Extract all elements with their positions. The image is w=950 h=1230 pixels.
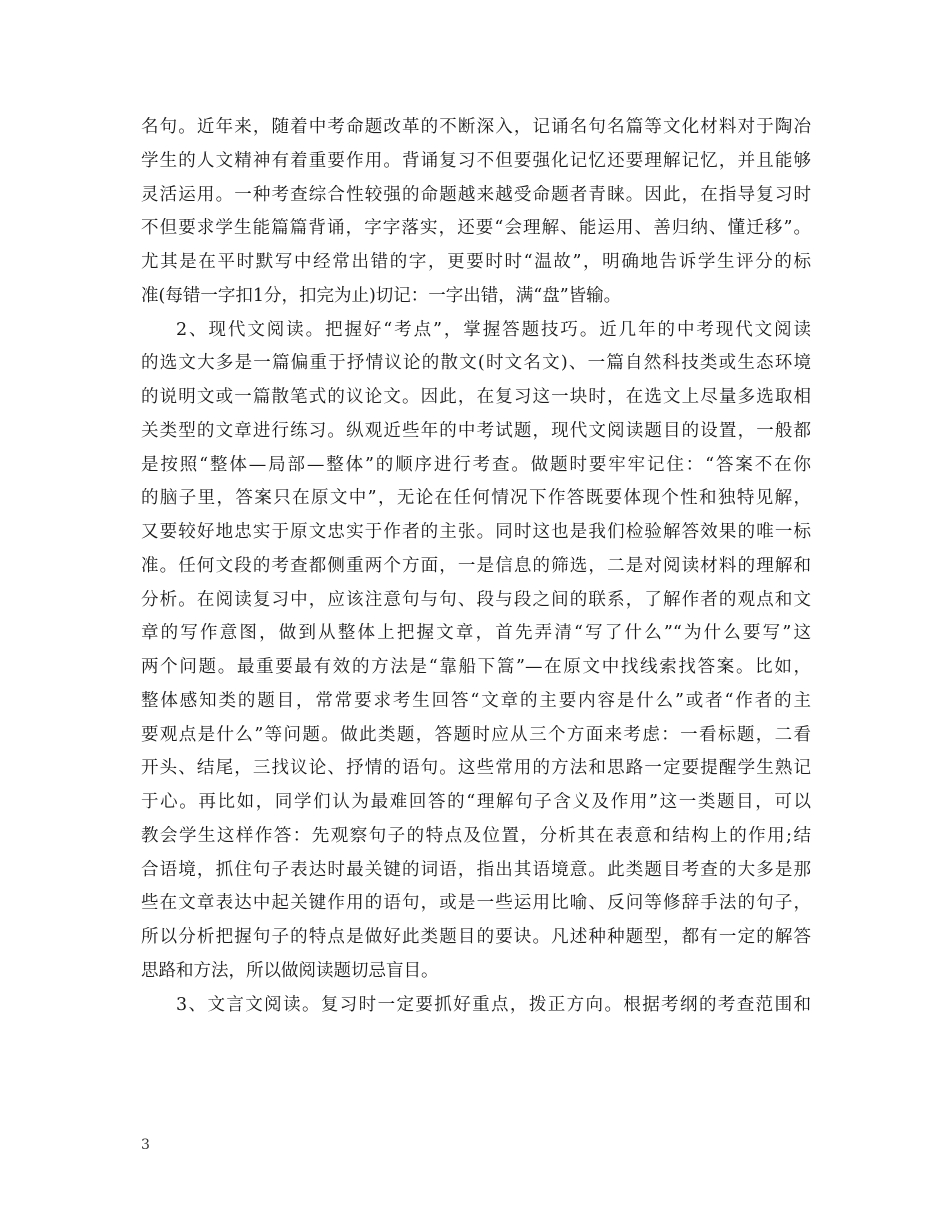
text-line: 教会学生这样作答：先观察句子的特点及位置，分析其在表意和结构上的作用;结: [141, 825, 811, 846]
text-line: 关类型的文章进行练习。纵观近些年的中考试题，现代文阅读题目的设置，一般都: [141, 420, 811, 441]
text-line: 的说明文或一篇散笔式的议论文。因此，在复习这一块时，在选文上尽量多选取相: [141, 387, 811, 407]
text-line: 两个问题。最重要最有效的方法是“靠船下篙”—在原文中找线索找答案。比如，: [141, 657, 811, 677]
text-line: 整体感知类的题目，常常要求考生回答“文章的主要内容是什么”或者“作者的主: [141, 690, 811, 711]
text-line: 分析。在阅读复习中，应该注意句与句、段与段之间的联系，了解作者的观点和文: [141, 589, 811, 610]
text-line: 合语境，抓住句子表达时最关键的词语，指出其语境意。此类题目考查的大多是那: [141, 859, 811, 880]
document-body: [141, 111, 811, 1022]
paragraph-classical-reading: [141, 989, 811, 1023]
paragraph-modern-reading: [141, 314, 811, 989]
text-line: 些在文章表达中起关键作用的语句，或是一些运用比喻、反问等修辞手法的句子，: [141, 893, 811, 914]
page-number: 3: [141, 1137, 150, 1153]
text-line: 不但要求学生能篇篇背诵，字字落实，还要“会理解、能运用、善归纳、懂迁移”。: [141, 218, 811, 239]
text-line: 学生的人文精神有着重要作用。背诵复习不但要强化记忆还要理解记忆，并且能够: [141, 150, 811, 171]
text-line: 2、现代文阅读。把握好“考点”，掌握答题技巧。近几年的中考现代文阅读: [176, 319, 811, 340]
text-line: 的脑子里，答案只在原文中”，无论在任何情况下作答既要体现个性和独特见解，: [141, 488, 811, 509]
text-line: 准(每错一字扣1分，扣完为止)切记：一字出错，满“盘”皆输。: [141, 285, 622, 306]
text-line: 名句。近年来，随着中考命题改革的不断深入，记诵名句名篇等文化材料对于陶冶: [141, 117, 811, 137]
text-line: 的选文大多是一篇偏重于抒情议论的散文(时文名文)、一篇自然科技类或生态环境: [141, 353, 811, 374]
text-line: 开头、结尾，三找议论、抒情的语句。这些常用的方法和思路一定要提醒学生熟记: [141, 758, 811, 779]
text-line: 思路和方法，所以做阅读题切忌盲目。: [141, 960, 439, 981]
text-line: 灵活运用。一种考查综合性较强的命题越来越受命题者青睐。因此，在指导复习时: [141, 184, 811, 205]
text-line: 准。任何文段的考查都侧重两个方面，一是信息的筛选，二是对阅读材料的理解和: [141, 555, 811, 576]
paragraph-recitation: [141, 111, 811, 314]
text-line: 所以分析把握句子的特点是做好此类题目的要诀。凡述种种题型，都有一定的解答: [141, 927, 811, 947]
text-line: 于心。再比如，同学们认为最难回答的“理解句子含义及作用”这一类题目，可以: [141, 792, 811, 812]
text-line: 尤其是在平时默写中经常出错的字，更要时时“温故”，明确地告诉学生评分的标: [141, 252, 811, 272]
text-line: 是按照“整体—局部—整体”的顺序进行考查。做题时要牢牢记住：“答案不在你: [141, 454, 811, 475]
text-line: 3、文言文阅读。复习时一定要抓好重点，拨正方向。根据考纲的考查范围和: [176, 994, 811, 1015]
text-line: 又要较好地忠实于原文忠实于作者的主张。同时这也是我们检验解答效果的唯一标: [141, 522, 811, 542]
text-line: 要观点是什么”等问题。做此类题，答题时应从三个方面来考虑：一看标题，二看: [141, 724, 811, 745]
text-line: 章的写作意图，做到从整体上把握文章，首先弄清“写了什么”“为什么要写”这: [141, 623, 811, 644]
